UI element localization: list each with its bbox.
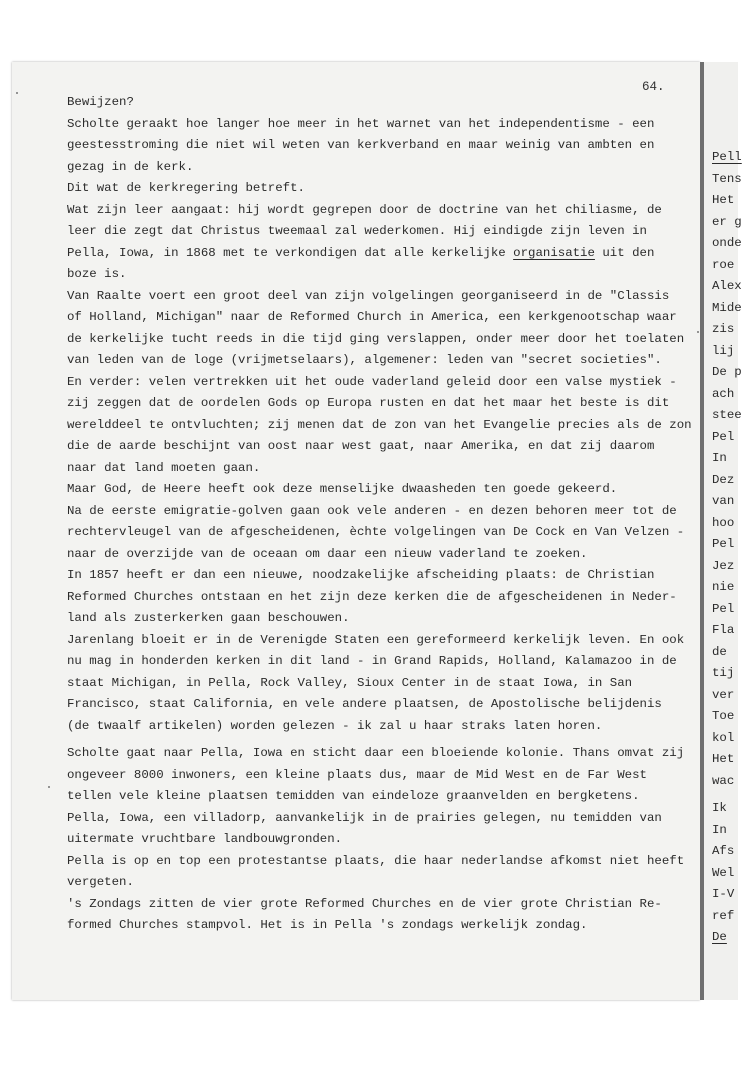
- text-line: Francisco, staat California, en vele andere plaatsen, de Apostolische belijdenis: [67, 697, 662, 711]
- text-line: land als zusterkerken gaan beschouwen.: [67, 611, 350, 625]
- text-line: formed Churches stampvol. Het is in Pella 's zondags werkelijk zondag.: [67, 918, 588, 932]
- text-line: werelddeel te ontvluchten; zij menen dat de zon van het Evangelie precies als de zon: [67, 417, 692, 432]
- adjacent-line: Toe: [712, 709, 735, 723]
- adjacent-line: Pel: [712, 429, 735, 444]
- text-line: ongeveer 8000 inwoners, een kleine plaats dus, maar de Mid West en de Far West: [67, 767, 647, 782]
- text-line: vergeten.: [67, 875, 134, 889]
- adjacent-line: Wel: [712, 865, 735, 880]
- text-line: In 1857 heeft er dan een nieuwe, noodzakelijke afscheiding plaats: de Christian: [67, 568, 655, 582]
- text-line: naar de overzijde van de oceaan om daar een nieuw vaderland te zoeken.: [67, 546, 588, 561]
- text-line: 's Zondags zitten de vier grote Reformed Churches en de vier grote Christian Re-: [67, 896, 662, 911]
- adjacent-line: er g: [712, 214, 742, 229]
- adjacent-line: stee: [712, 408, 742, 422]
- adjacent-line: kol: [712, 730, 735, 745]
- text-line: gezag in de kerk.: [67, 159, 194, 174]
- adjacent-line: Het: [712, 752, 735, 766]
- text-line: leer die zegt dat Christus tweemaal zal wederkomen. Hij eindigde zijn leven in: [67, 224, 647, 238]
- adjacent-line: wac: [712, 773, 735, 788]
- text-line: boze is.: [67, 267, 127, 281]
- adjacent-line: In: [712, 822, 727, 837]
- adjacent-line: lij: [712, 343, 735, 358]
- text-line: (de twaalf artikelen) worden gelezen - ik zal u haar straks laten horen.: [67, 718, 603, 733]
- text-line: rechtervleugel van de afgescheidenen, èchte volgelingen van De Cock en Van Velzen -: [67, 525, 685, 539]
- adjacent-line: Pel: [712, 601, 735, 616]
- text-line: nu mag in honderden kerken in dit land - in Grand Rapids, Holland, Kalamazoo in de: [67, 654, 677, 668]
- adjacent-line: De p: [712, 365, 742, 379]
- adjacent-line: van: [712, 494, 735, 508]
- text-line: van leden van de loge (vrijmetselaars), algemener: leden van "secret societies".: [67, 353, 662, 367]
- adjacent-line: I-V: [712, 887, 735, 901]
- adjacent-line: Afs: [712, 844, 735, 858]
- adjacent-line: Fla: [712, 623, 735, 637]
- paper-speck: [48, 786, 50, 788]
- text-line: Pella, Iowa, een villadorp, aanvankelijk in de prairies gelegen, nu temidden van: [67, 810, 662, 825]
- adjacent-line: nie: [712, 580, 735, 594]
- paper-speck: [697, 331, 699, 333]
- text-line: Maar God, de Heere heeft ook deze menselijke dwaasheden ten goede gekeerd.: [67, 482, 618, 496]
- text-line: geestesstroming die niet wil weten van kerkverband en maar weinig van ambten en: [67, 138, 655, 152]
- adjacent-line: tij: [712, 666, 735, 680]
- underlined-word: organisatie: [513, 245, 595, 260]
- adjacent-page-text: [712, 147, 742, 949]
- text-line: Na de eerste emigratie-golven gaan ook vele anderen - en dezen behoren meer tot de: [67, 503, 677, 518]
- text-line: Bewijzen?: [67, 95, 134, 109]
- adjacent-line: ach: [712, 386, 735, 401]
- text-line: Dit wat de kerkregering betreft.: [67, 181, 305, 195]
- adjacent-line: zis: [712, 322, 735, 336]
- adjacent-page: [704, 62, 742, 1000]
- text-line: tellen vele kleine plaatsen temidden van eindeloze graanvelden en bergketens.: [67, 789, 640, 803]
- adjacent-line: Mide: [712, 300, 742, 315]
- text-segment: Pella, Iowa, in 1868 met te verkondigen dat alle kerkelijke: [67, 245, 506, 260]
- text-line: Scholte geraakt hoe langer hoe meer in het warnet van het independentisme - een: [67, 116, 655, 131]
- text-line: zij zeggen dat de oordelen Gods op Europa rusten en dat het maar het beste is dit: [67, 396, 670, 410]
- body-text: [67, 92, 697, 937]
- adjacent-line: ver: [712, 687, 735, 702]
- adjacent-line: de: [712, 644, 727, 659]
- adjacent-line: Pell: [712, 150, 742, 164]
- adjacent-line: Dez: [712, 472, 735, 487]
- page-number: 64.: [642, 80, 665, 94]
- text-line: En verder: velen vertrekken uit het oude vaderland geleid door een valse mystiek -: [67, 374, 677, 389]
- adjacent-line: Tens: [712, 171, 742, 186]
- adjacent-line: ref: [712, 908, 735, 923]
- text-line: die de aarde beschijnt van oost naar west gaat, naar Amerika, en dat zij daarom: [67, 439, 655, 453]
- adjacent-line: Alex: [712, 279, 742, 293]
- adjacent-line: Jez: [712, 558, 735, 573]
- text-line: uitermate vruchtbare landbouwgronden.: [67, 832, 343, 846]
- text-segment: uit den: [594, 245, 655, 260]
- text-line: staat Michigan, in Pella, Rock Valley, Sioux Center in de staat Iowa, in San: [67, 675, 633, 690]
- text-line: Van Raalte voert een groot deel van zijn volgelingen georganiseerd in de "Classis: [67, 288, 670, 303]
- adjacent-line: onde: [712, 236, 742, 250]
- text-line: Reformed Churches ontstaan en het zijn deze kerken die de afgescheidenen in Neder-: [67, 589, 677, 604]
- text-line: Pella is op en top een protestantse plaats, die haar nederlandse afkomst niet heeft: [67, 853, 685, 868]
- adjacent-line: De: [712, 930, 727, 944]
- adjacent-line: hoo: [712, 515, 735, 530]
- adjacent-line: roe: [712, 257, 735, 272]
- text-line: Wat zijn leer aangaat: hij wordt gegrepen door de doctrine van het chiliasme, de: [67, 202, 662, 217]
- text-line: naar dat land moeten gaan.: [67, 460, 261, 475]
- text-line: Jarenlang bloeit er in de Verenigde Staten een gereformeerd kerkelijk leven. En ook: [67, 632, 685, 647]
- text-line: [67, 243, 697, 265]
- text-line: of Holland, Michigan" naar de Reformed Church in America, een kerkgenootschap waar: [67, 310, 677, 324]
- paper-speck: [16, 92, 18, 94]
- adjacent-line: Pel: [712, 537, 735, 551]
- text-line: Scholte gaat naar Pella, Iowa en sticht daar een bloeiende kolonie. Thans omvat zij: [67, 746, 685, 760]
- adjacent-line: Het: [712, 193, 735, 207]
- text-line: de kerkelijke tucht reeds in die tijd ging verslappen, onder meer door het toelaten: [67, 331, 685, 346]
- adjacent-line: In: [712, 451, 727, 465]
- adjacent-line: Ik: [712, 801, 727, 815]
